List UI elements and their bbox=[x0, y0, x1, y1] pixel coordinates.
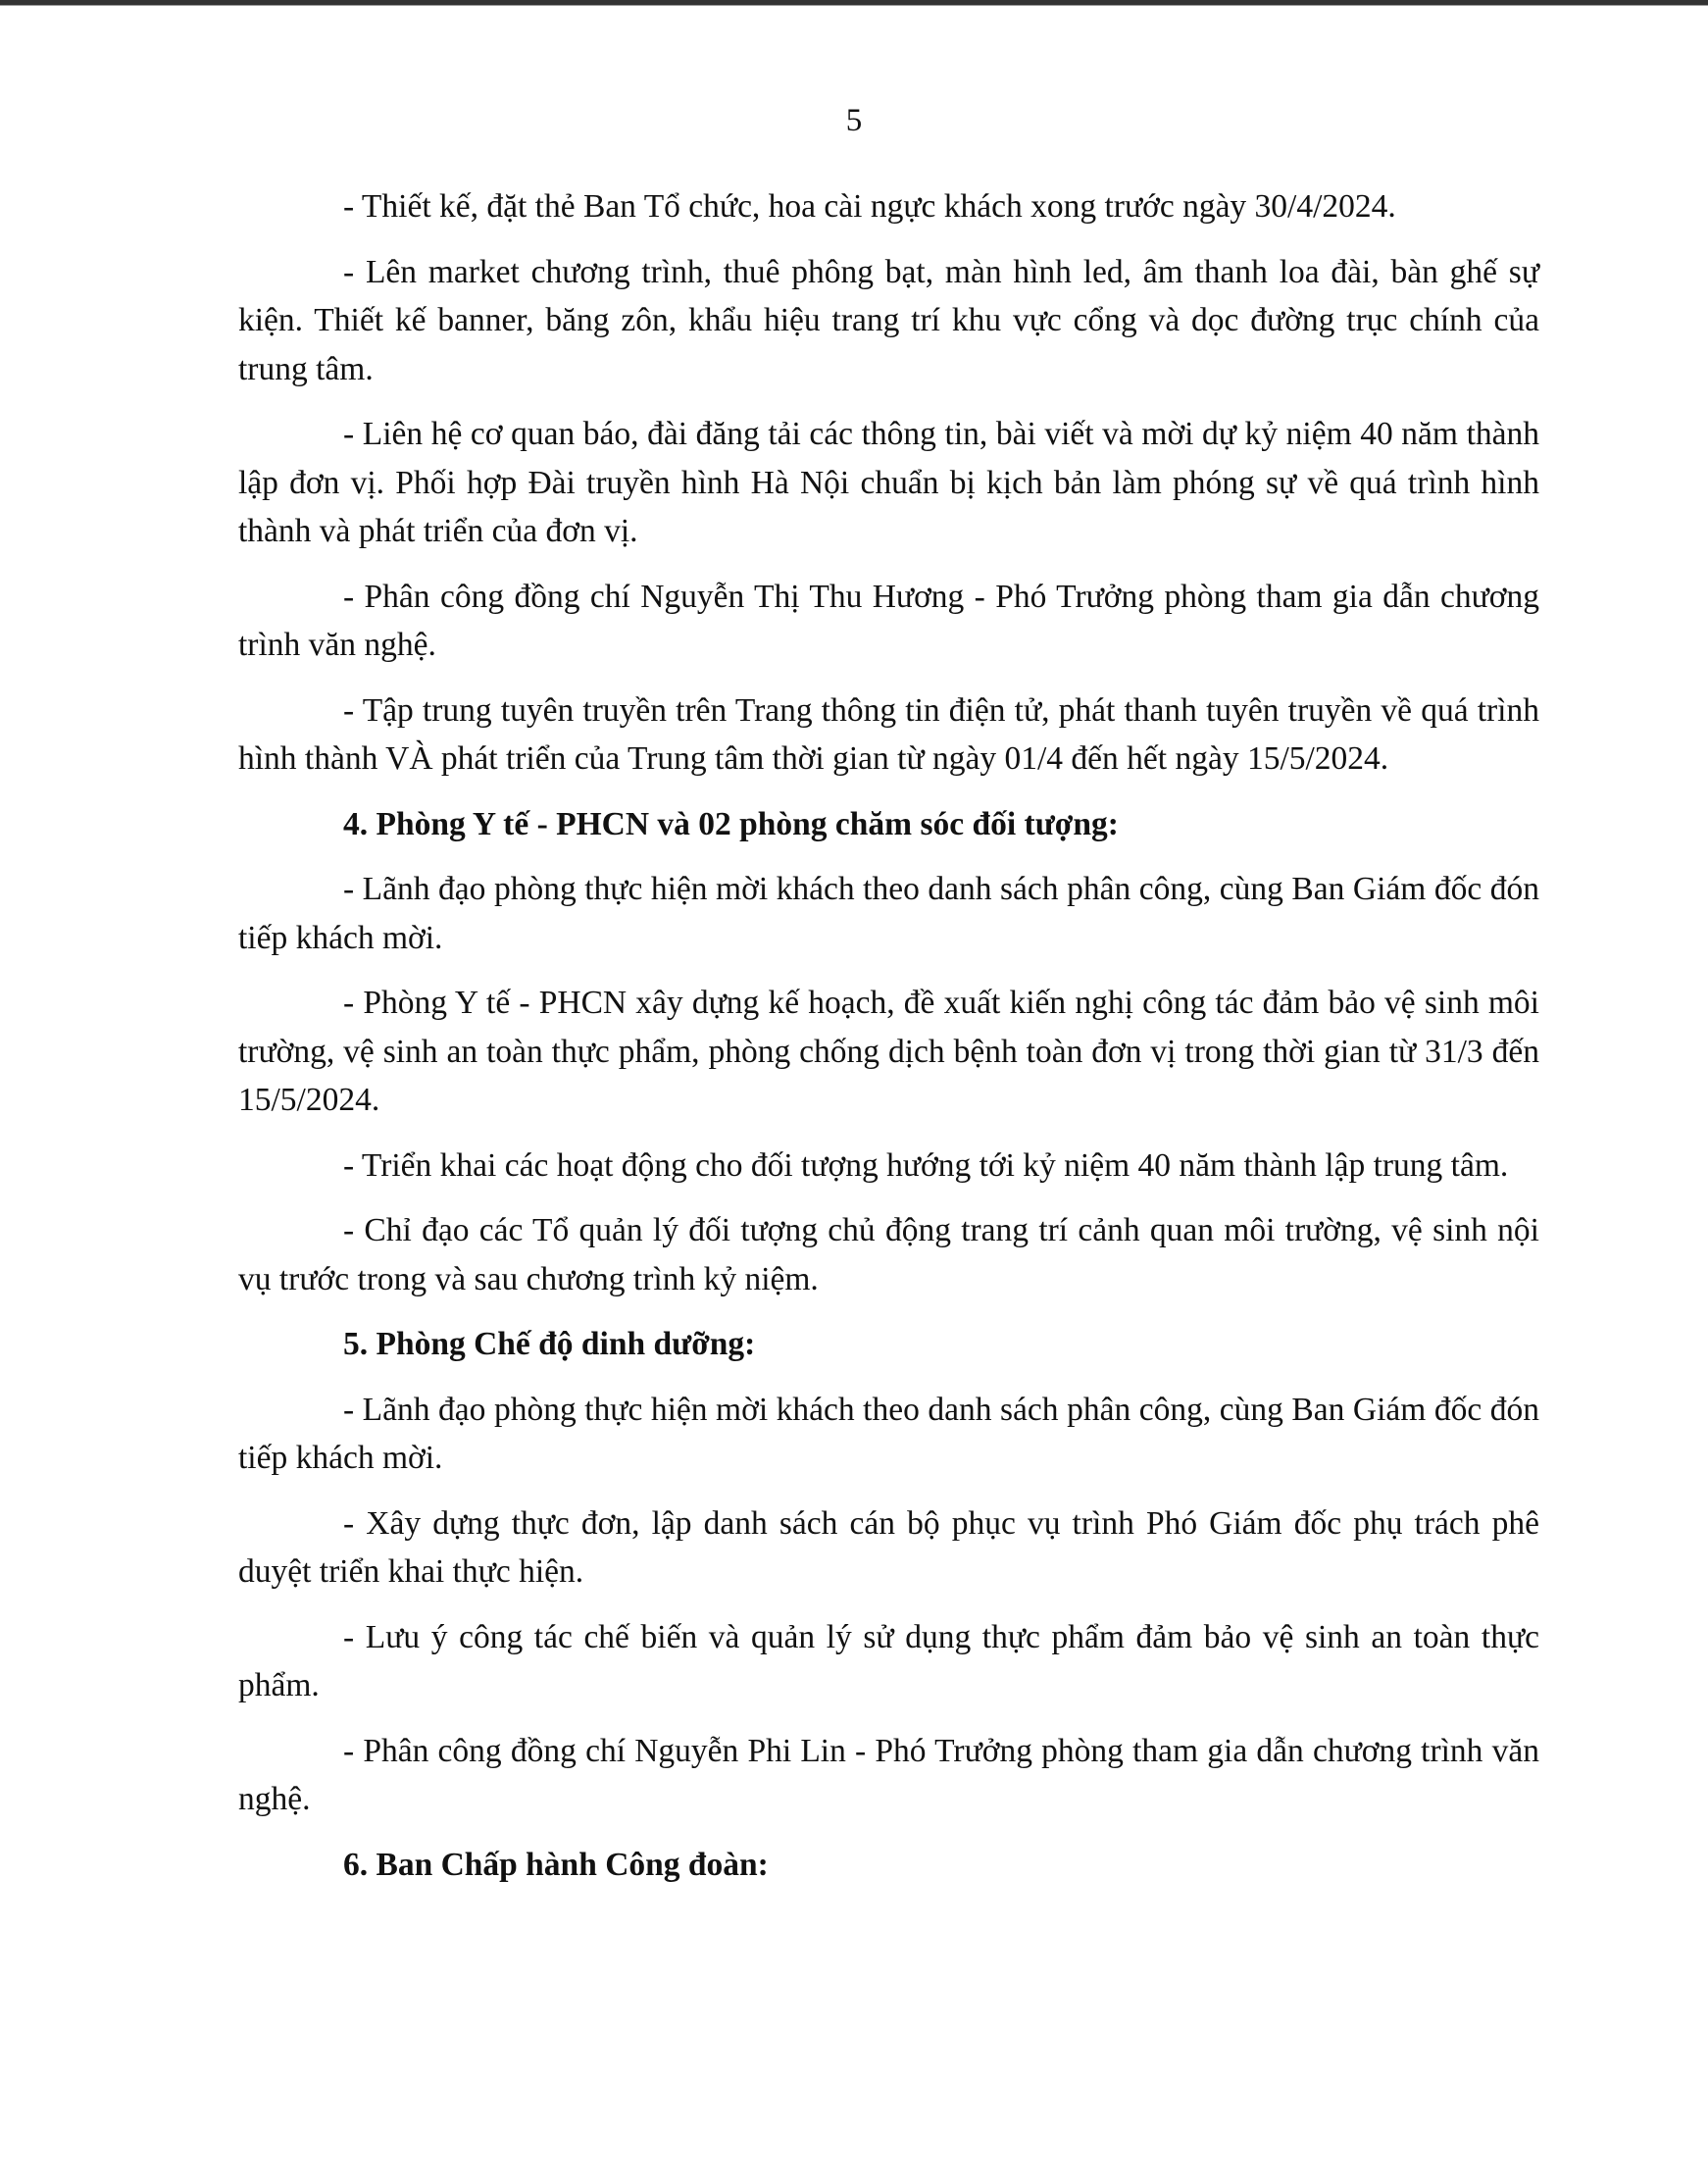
section-heading: 5. Phòng Chế độ dinh dưỡng: bbox=[343, 1326, 756, 1362]
paragraph: - Lên market chương trình, thuê phông bạt, màn hình led, âm thanh loa đài, bàn ghế sự kiện. Thiết kế banner, băng zôn, khẩu hiệu trang trí khu vực cổng và dọc đường trục chính của trung tâm. bbox=[238, 253, 1539, 387]
paragraph: - Lãnh đạo phòng thực hiện mời khách theo danh sách phân công, cùng Ban Giám đốc đón tiếp khách mời. bbox=[238, 871, 1539, 956]
viewer-top-bar bbox=[0, 0, 1708, 6]
paragraph: - Phân công đồng chí Nguyễn Phi Lin - Phó Trưởng phòng tham gia dẫn chương trình văn nghệ. bbox=[238, 1732, 1539, 1817]
document-body bbox=[238, 182, 1539, 1905]
paragraph: - Chỉ đạo các Tổ quản lý đối tượng chủ động trang trí cảnh quan môi trường, vệ sinh nội vụ trước trong và sau chương trình kỷ niệm. bbox=[238, 1212, 1539, 1297]
paragraph: - Phân công đồng chí Nguyễn Thị Thu Hương - Phó Trưởng phòng tham gia dẫn chương trình văn nghệ. bbox=[238, 578, 1539, 663]
paragraph: - Liên hệ cơ quan báo, đài đăng tải các thông tin, bài viết và mời dự kỷ niệm 40 năm thành lập đơn vị. Phối hợp Đài truyền hình Hà Nội chuẩn bị kịch bản làm phóng sự về quá trình hình thành và phát triển của đơn vị. bbox=[238, 416, 1539, 549]
section-heading: 6. Ban Chấp hành Công đoàn: bbox=[343, 1846, 769, 1883]
paragraph: - Thiết kế, đặt thẻ Ban Tổ chức, hoa cài ngực khách xong trước ngày 30/4/2024. bbox=[343, 188, 1396, 225]
paragraph: - Triển khai các hoạt động cho đối tượng hướng tới kỷ niệm 40 năm thành lập trung tâm. bbox=[343, 1146, 1509, 1184]
section-heading: 4. Phòng Y tế - PHCN và 02 phòng chăm sóc đối tượng: bbox=[343, 805, 1119, 842]
paragraph: - Lãnh đạo phòng thực hiện mời khách theo danh sách phân công, cùng Ban Giám đốc đón tiếp khách mời. bbox=[238, 1391, 1539, 1476]
page-number: 5 bbox=[845, 103, 863, 138]
paragraph: - Lưu ý công tác chế biến và quản lý sử dụng thực phẩm đảm bảo vệ sinh an toàn thực phẩm. bbox=[238, 1618, 1539, 1703]
paragraph: - Phòng Y tế - PHCN xây dựng kế hoạch, đề xuất kiến nghị công tác đảm bảo vệ sinh môi trường, vệ sinh an toàn thực phẩm, phòng chống dịch bệnh toàn đơn vị trong thời gian từ 31/3 đến 15/5/2024. bbox=[238, 985, 1539, 1118]
paragraph: - Xây dựng thực đơn, lập danh sách cán bộ phục vụ trình Phó Giám đốc phụ trách phê duyệt triển khai thực hiện. bbox=[238, 1504, 1539, 1590]
paragraph: - Tập trung tuyên truyền trên Trang thông tin điện tử, phát thanh tuyên truyền về quá trình hình thành VÀ phát triển của Trung tâm thời gian từ ngày 01/4 đến hết ngày 15/5/2024. bbox=[238, 691, 1539, 777]
